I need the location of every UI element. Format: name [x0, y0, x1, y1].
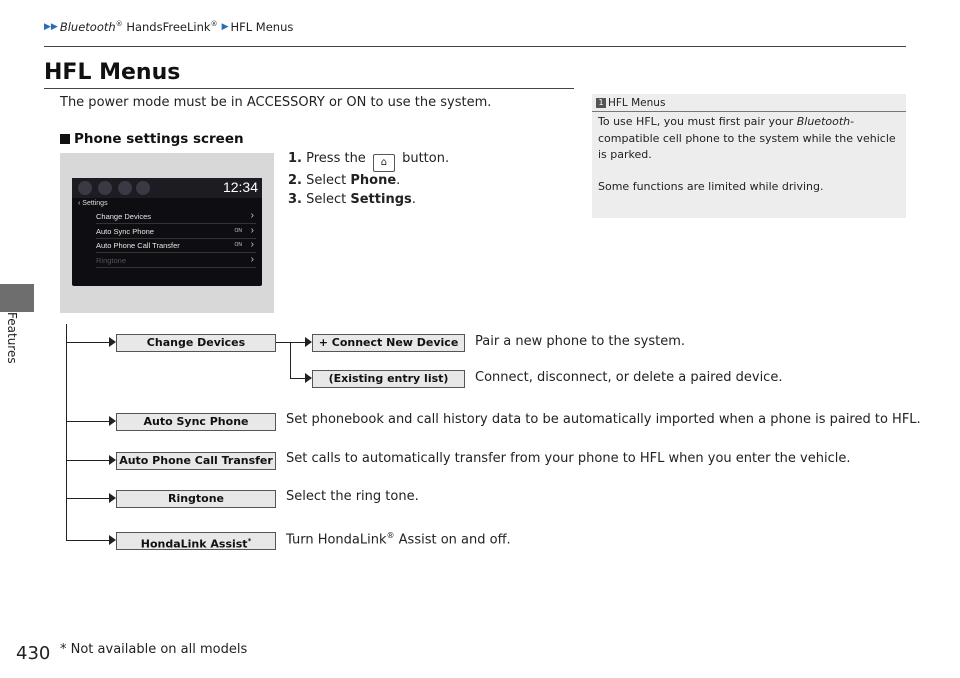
step-number: 1.: [288, 151, 302, 166]
square-bullet-icon: [60, 134, 70, 144]
header-divider: [44, 46, 906, 47]
chevron-right-icon: ›: [250, 239, 254, 250]
screen-row-label: Change Devices: [96, 212, 152, 221]
registered-mark: ®: [115, 20, 123, 29]
step-item: [288, 150, 449, 172]
breadcrumb: [44, 20, 293, 34]
chevron-right-icon: ›: [250, 210, 254, 221]
home-icon: [136, 181, 150, 195]
description-hondalink-assist: [286, 531, 511, 547]
screen-row-badge: ON: [234, 242, 242, 248]
arrow-right-icon: [109, 416, 116, 426]
arrow-right-icon: [109, 535, 116, 545]
phone-icon: [78, 181, 92, 195]
step-text: Select: [306, 173, 351, 188]
step-keyword: Settings: [350, 191, 412, 207]
tree-trunk-line: [66, 324, 67, 541]
screen-row: [96, 241, 256, 253]
side-tab-label: [5, 312, 29, 402]
screen-row: [96, 227, 256, 239]
chevron-right-icon: ›: [250, 225, 254, 236]
arrow-right-icon: [305, 373, 312, 383]
screen-header-text: Settings: [82, 200, 108, 207]
page-number: 430: [16, 643, 51, 664]
subheading-text: Phone settings screen: [74, 131, 244, 147]
step-text: .: [411, 191, 416, 207]
breadcrumb-arrow-icon: ▶: [221, 22, 229, 32]
screen-row-label: Ringtone: [96, 256, 127, 265]
intro-text: The power mode must be in ACCESSORY or ON to use the system.: [60, 95, 492, 110]
breadcrumb-arrow-icon: ▶▶: [44, 22, 58, 32]
footnote-marker: *: [247, 537, 252, 545]
arrow-right-icon: [109, 493, 116, 503]
step-number: 2.: [288, 173, 302, 188]
step-text: .: [396, 173, 401, 188]
section-tab-marker: [0, 284, 34, 312]
menu-label-ringtone: Ringtone: [116, 490, 276, 508]
phone-settings-screen-image: [72, 178, 262, 286]
note-title: [596, 97, 665, 109]
screen-status-bar: [72, 178, 262, 198]
page-title: HFL Menus: [44, 60, 181, 85]
note-text-part: is parked.: [598, 148, 652, 161]
menu-label-hondalink-assist: [116, 532, 276, 550]
registered-mark: ®: [210, 20, 218, 29]
screen-row-label: Auto Sync Phone: [96, 227, 154, 236]
note-number-badge: 1: [596, 98, 606, 108]
footnote: * Not available on all models: [60, 642, 248, 657]
menu-label-connect-new-device: + Connect New Device: [312, 334, 465, 352]
menu-label-existing-entry-list: (Existing entry list): [312, 370, 465, 388]
screen-row: [96, 212, 256, 224]
arrow-right-icon: [109, 337, 116, 347]
branch-line: [276, 342, 308, 343]
menu-label-auto-sync-phone: Auto Sync Phone: [116, 413, 276, 431]
steps-list: [288, 150, 449, 209]
branch-line: [66, 421, 112, 422]
breadcrumb-segment-1: [60, 20, 218, 34]
subheading: [60, 131, 244, 147]
branch-line: [66, 460, 112, 461]
screen-row: [96, 256, 256, 268]
note-text-part: -: [850, 115, 855, 128]
branch-line: [66, 342, 112, 343]
hondalink-label-text: HondaLink Assist: [140, 537, 248, 551]
step-text: button.: [397, 151, 450, 166]
breadcrumb-handsfreelink: HandsFreeLink: [122, 20, 211, 34]
hondalink-desc-part: Assist on and off.: [394, 532, 511, 548]
description-ringtone: Select the ring tone.: [286, 489, 419, 504]
step-item: [288, 172, 449, 191]
step-item: [288, 191, 449, 210]
note-paragraph: Some functions are limited while driving.: [598, 180, 824, 193]
step-keyword: Phone: [350, 173, 397, 188]
description-auto-sync-phone: Set phonebook and call history data to be automatically imported when a phone is paired to HFL.: [286, 412, 921, 427]
note-box: [592, 94, 906, 218]
step-text: Select: [306, 191, 351, 207]
step-text: Press the: [306, 151, 370, 166]
screen-row-badge: ON: [234, 228, 242, 234]
description-connect-new-device: Pair a new phone to the system.: [475, 334, 686, 349]
branch-line: [66, 498, 112, 499]
arrow-right-icon: [305, 337, 312, 347]
dial-icon: [118, 181, 132, 195]
sub-branch-line: [290, 342, 291, 378]
menu-label-change-devices: Change Devices: [116, 334, 276, 352]
screen-row-label: Auto Phone Call Transfer: [96, 241, 180, 250]
screen-clock: 12:34: [222, 179, 258, 195]
breadcrumb-segment-2: HFL Menus: [230, 20, 294, 34]
chevron-right-icon: ›: [250, 254, 254, 265]
description-auto-phone-call-transfer: Set calls to automatically transfer from your phone to HFL when you enter the vehicle.: [286, 451, 851, 466]
title-divider: [44, 88, 574, 89]
hondalink-desc-part: Turn HondaLink: [286, 532, 387, 548]
note-text-part: compatible cell phone to the system while the vehicle: [598, 131, 896, 145]
registered-mark: ®: [386, 531, 395, 540]
note-title-text: HFL Menus: [608, 97, 666, 109]
breadcrumb-bluetooth: Bluetooth: [59, 20, 116, 34]
step-number: 3.: [288, 191, 302, 207]
text-icon: [98, 181, 112, 195]
home-icon: ⌂: [373, 154, 395, 172]
note-divider: [592, 111, 906, 112]
menu-label-auto-phone-call-transfer: Auto Phone Call Transfer: [116, 452, 276, 470]
description-existing-entry-list: Connect, disconnect, or delete a paired device.: [475, 370, 783, 385]
side-tab-text: Features: [5, 312, 19, 364]
note-text-italic: Bluetooth: [796, 115, 851, 128]
screen-header: ‹ Settings: [78, 200, 108, 207]
note-text-part: To use HFL, you must first pair your: [598, 115, 797, 128]
note-paragraph: [598, 114, 898, 164]
branch-line: [66, 540, 112, 541]
arrow-right-icon: [109, 455, 116, 465]
